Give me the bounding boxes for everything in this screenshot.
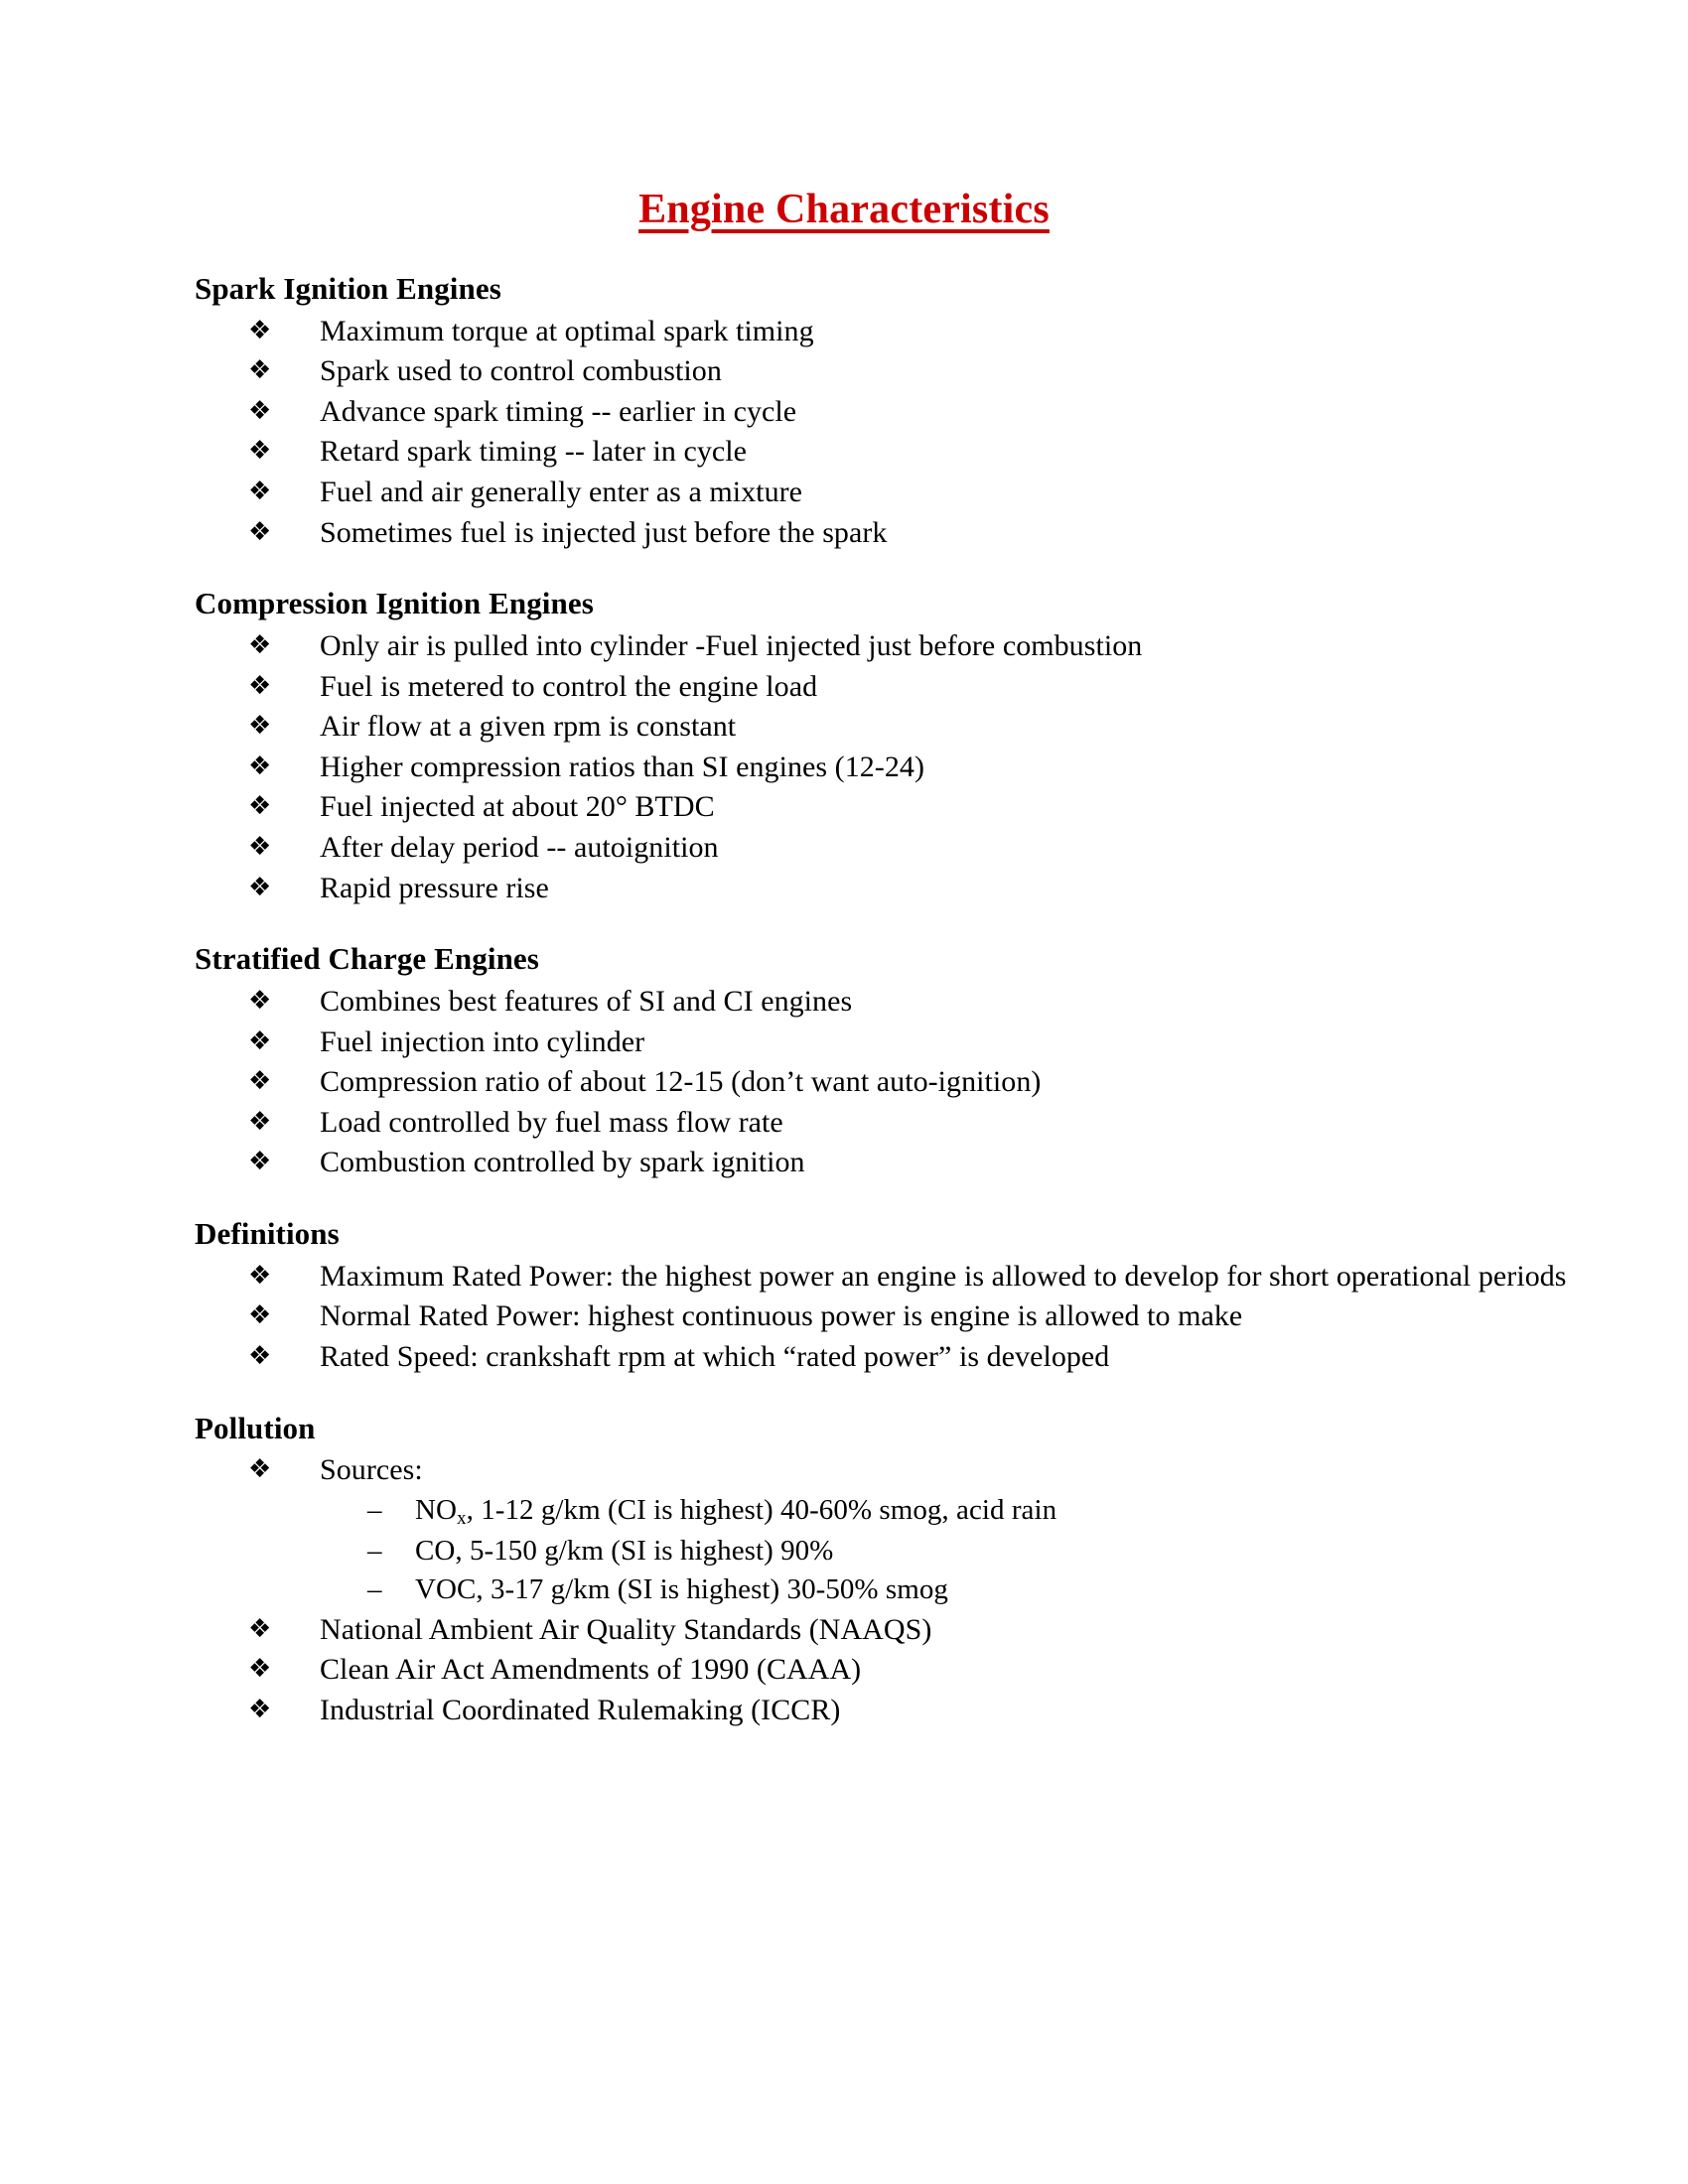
list-item — [195, 312, 1569, 352]
sub-list-item — [195, 1532, 1569, 1570]
diamond-bullet-icon: ❖ — [248, 832, 272, 863]
section-spacer — [195, 553, 1569, 583]
section-spark-ignition-engines — [195, 268, 1569, 553]
section-spacer — [195, 908, 1569, 938]
list-item-text: Maximum torque at optimal spark timing — [320, 314, 814, 347]
diamond-bullet-icon: ❖ — [248, 1260, 272, 1291]
sub-list-item-text: VOC, 3-17 g/km (SI is highest) 30-50% smog — [415, 1573, 948, 1606]
list-item — [195, 1143, 1569, 1183]
section-heading: Spark Ignition Engines — [195, 271, 501, 306]
section-spacer — [195, 1183, 1569, 1213]
list-item — [195, 1450, 1569, 1491]
sub-bullet-list — [195, 1491, 1569, 1610]
list-item — [195, 392, 1569, 433]
diamond-bullet-icon: ❖ — [248, 872, 272, 902]
list-item-text: Higher compression ratios than SI engines (12-24) — [320, 750, 924, 783]
diamond-bullet-icon: ❖ — [248, 1300, 272, 1331]
list-item — [195, 869, 1569, 909]
diamond-bullet-icon: ❖ — [248, 751, 272, 781]
list-item — [195, 667, 1569, 708]
page-title-text: Engine Characteristics — [638, 187, 1050, 232]
diamond-bullet-icon: ❖ — [248, 1147, 272, 1177]
sub-list-item-text: CO, 5-150 g/km (SI is highest) 90% — [415, 1534, 834, 1567]
sub-list-item-text — [415, 1493, 1057, 1529]
section-heading: Definitions — [195, 1216, 340, 1252]
list-item — [195, 1023, 1569, 1063]
diamond-bullet-icon: ❖ — [248, 355, 272, 386]
section-heading: Compression Ignition Engines — [195, 586, 594, 621]
list-item — [195, 432, 1569, 473]
list-item-text: Combines best features of SI and CI engines — [320, 984, 853, 1018]
dash-bullet-icon: – — [367, 1573, 382, 1606]
sub-list-item — [195, 1491, 1569, 1532]
diamond-bullet-icon: ❖ — [248, 315, 272, 345]
sub-list-item — [195, 1570, 1569, 1609]
list-item-text: Fuel is metered to control the engine load — [320, 669, 818, 703]
document-body — [0, 230, 1688, 1731]
list-item — [195, 828, 1569, 869]
diamond-bullet-icon: ❖ — [248, 985, 272, 1016]
diamond-bullet-icon: ❖ — [248, 1066, 272, 1097]
bullet-list — [195, 626, 1569, 908]
list-item-text: Retard spark timing -- later in cycle — [320, 435, 748, 469]
list-item-text: Air flow at a given rpm is constant — [320, 710, 737, 744]
list-item-text: Rapid pressure rise — [320, 871, 549, 904]
list-item — [195, 351, 1569, 392]
list-item — [195, 748, 1569, 788]
list-item-text: After delay period -- autoignition — [320, 831, 719, 865]
list-item-text: Combustion controlled by spark ignition — [320, 1146, 805, 1179]
diamond-bullet-icon: ❖ — [248, 516, 272, 547]
list-item-text: Clean Air Act Amendments of 1990 (CAAA) — [320, 1653, 862, 1687]
list-item-text: Spark used to control combustion — [320, 354, 722, 388]
list-item — [195, 513, 1569, 554]
diamond-bullet-icon: ❖ — [248, 791, 272, 822]
list-item-text: Industrial Coordinated Rulemaking (ICCR) — [320, 1693, 841, 1726]
list-item — [195, 1297, 1569, 1337]
list-item — [195, 982, 1569, 1023]
diamond-bullet-icon: ❖ — [248, 1106, 272, 1137]
list-item — [195, 473, 1569, 513]
nox-formula-rest: , 1-12 g/km (CI is highest) 40-60% smog, acid rain — [466, 1493, 1057, 1526]
dash-bullet-icon: – — [367, 1534, 382, 1567]
list-item-text: Normal Rated Power: highest continuous power is engine is allowed to make — [320, 1299, 1243, 1333]
list-item — [195, 1691, 1569, 1731]
list-item-text: Advance spark timing -- earlier in cycle — [320, 394, 797, 428]
list-item — [195, 707, 1569, 748]
list-item-text: Sometimes fuel is injected just before the spark — [320, 515, 888, 549]
section-spacer — [195, 1378, 1569, 1408]
list-item — [195, 1610, 1569, 1651]
diamond-bullet-icon: ❖ — [248, 711, 272, 742]
nox-formula-base: NO — [415, 1493, 457, 1526]
list-item — [195, 787, 1569, 828]
list-item-text: Fuel and air generally enter as a mixture — [320, 476, 803, 509]
list-item — [195, 626, 1569, 667]
list-item — [195, 1062, 1569, 1103]
list-item — [195, 1103, 1569, 1144]
section-compression-ignition-engines — [195, 583, 1569, 908]
diamond-bullet-icon: ❖ — [248, 477, 272, 507]
list-item-text: Fuel injected at about 20° BTDC — [320, 790, 715, 824]
list-item-text: Sources: — [320, 1453, 423, 1487]
section-stratified-charge-engines — [195, 938, 1569, 1183]
bullet-list — [195, 982, 1569, 1183]
list-item — [195, 1257, 1569, 1297]
bullet-list — [195, 1257, 1569, 1378]
diamond-bullet-icon: ❖ — [248, 1613, 272, 1644]
list-item-text: National Ambient Air Quality Standards (NAAQS) — [320, 1612, 932, 1646]
list-item-text: Maximum Rated Power: the highest power an engine is allowed to develop for short operational periods — [320, 1259, 1567, 1293]
diamond-bullet-icon: ❖ — [248, 1025, 272, 1056]
page-title — [0, 0, 1688, 230]
list-item-text: Fuel injection into cylinder — [320, 1024, 645, 1058]
diamond-bullet-icon: ❖ — [248, 395, 272, 426]
bullet-list — [195, 1610, 1569, 1731]
diamond-bullet-icon: ❖ — [248, 629, 272, 660]
bullet-list — [195, 312, 1569, 554]
list-item-text: Compression ratio of about 12-15 (don’t want auto-ignition) — [320, 1065, 1042, 1099]
section-definitions — [195, 1213, 1569, 1377]
diamond-bullet-icon: ❖ — [248, 1454, 272, 1485]
section-heading: Pollution — [195, 1410, 316, 1445]
list-item — [195, 1337, 1569, 1378]
nox-formula-subscript: x — [457, 1507, 467, 1529]
list-item-text: Only air is pulled into cylinder -Fuel injected just before combustion — [320, 628, 1143, 662]
diamond-bullet-icon: ❖ — [248, 1340, 272, 1371]
diamond-bullet-icon: ❖ — [248, 436, 272, 467]
bullet-list — [195, 1450, 1569, 1491]
section-pollution — [195, 1408, 1569, 1731]
section-heading: Stratified Charge Engines — [195, 941, 539, 977]
diamond-bullet-icon: ❖ — [248, 670, 272, 701]
dash-bullet-icon: – — [367, 1493, 382, 1526]
list-item-text: Rated Speed: crankshaft rpm at which “rated power” is developed — [320, 1339, 1110, 1373]
list-item — [195, 1650, 1569, 1691]
diamond-bullet-icon: ❖ — [248, 1694, 272, 1724]
diamond-bullet-icon: ❖ — [248, 1654, 272, 1685]
list-item-text: Load controlled by fuel mass flow rate — [320, 1105, 783, 1139]
